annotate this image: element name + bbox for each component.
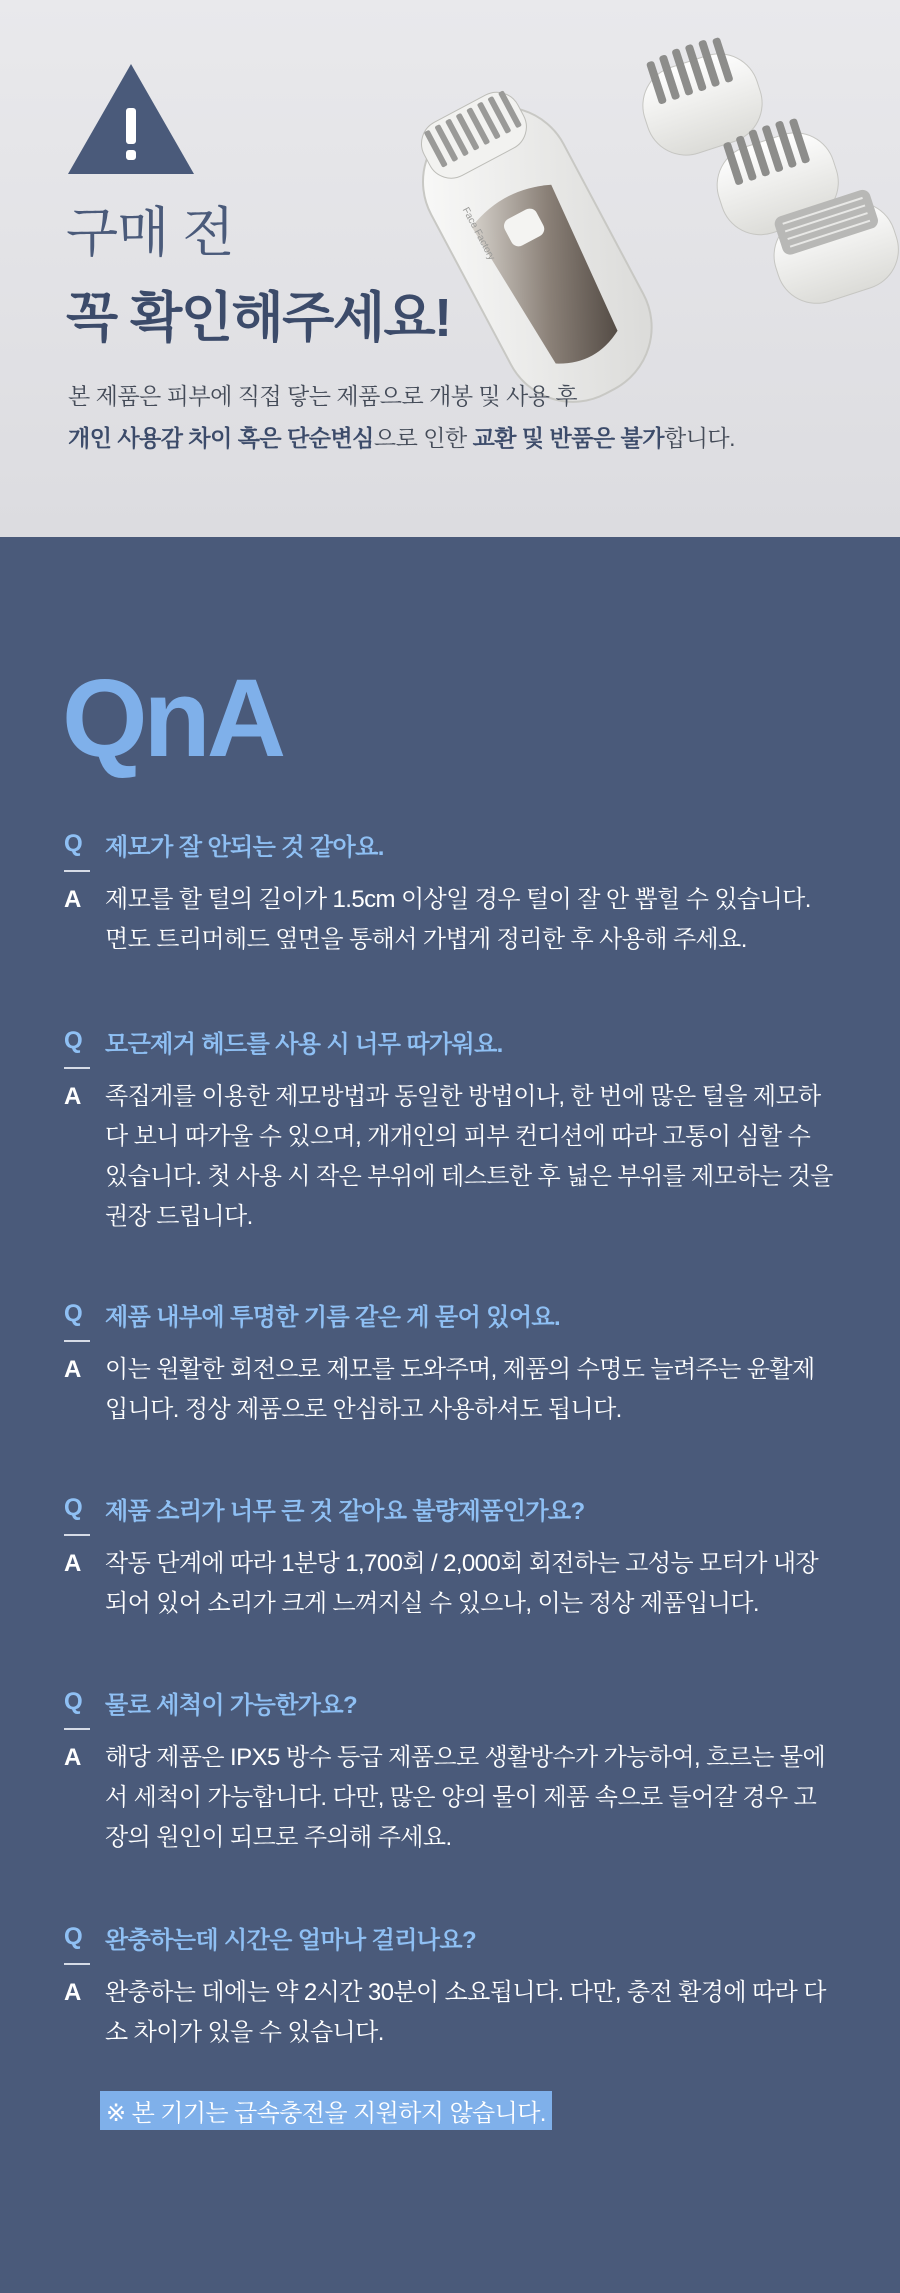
notice-text-2: 합니다. (663, 425, 736, 451)
qna-section (0, 537, 900, 2293)
question-text: 완충하는데 시간은 얼마나 걸리나요? (105, 1926, 477, 1954)
answer-row (64, 1973, 844, 2053)
qna-title: QnA (62, 657, 283, 780)
notice-emphasis-2: 교환 및 반품은 불가 (472, 425, 664, 451)
qna-item (64, 1915, 844, 2053)
question-text: 제품 소리가 너무 큰 것 같아요 불량제품인가요? (105, 1497, 585, 1525)
qna-item (64, 1680, 844, 1858)
answer-text: 족집게를 이용한 제모방법과 동일한 방법이나, 한 번에 많은 털을 제모하다 보니 따가울 수 있으며, 개개인의 피부 컨디션에 따라 고통이 심할 수 있습니다. 첫 사용 시 작은 부위에 테스트한 후 넓은 부위를 제모하는 것을 권장 드립니다. (105, 1083, 833, 1230)
question-text: 제모가 잘 안되는 것 같아요. (105, 833, 384, 861)
qa-divider (64, 1340, 90, 1342)
question-text: 물로 세척이 가능한가요? (105, 1691, 358, 1719)
a-mark: A (64, 886, 82, 913)
q-mark: Q (64, 830, 83, 857)
warning-triangle-icon (68, 64, 194, 174)
q-mark: Q (64, 1494, 83, 1521)
notice-title-line1: 구매 전 (66, 203, 234, 263)
a-mark: A (64, 1744, 82, 1771)
a-mark: A (64, 1550, 82, 1577)
answer-row (64, 1077, 844, 1237)
fast-charge-note: ※ 본 기기는 급속충전을 지원하지 않습니다. (100, 2091, 552, 2130)
answer-row (64, 1350, 844, 1430)
answer-text: 완충하는 데에는 약 2시간 30분이 소요됩니다. 다만, 충전 환경에 따라 다소 차이가 있을 수 있습니다. (105, 1979, 826, 2046)
question-row (64, 1680, 844, 1724)
epilator-product-image (410, 30, 900, 410)
qna-item (64, 822, 844, 960)
answer-row (64, 1738, 844, 1858)
qna-item (64, 1486, 844, 1624)
qa-divider (64, 1728, 90, 1730)
a-mark: A (64, 1356, 82, 1383)
a-mark: A (64, 1083, 82, 1110)
q-mark: Q (64, 1300, 83, 1327)
notice-title-line2: 꼭 확인해주세요! (66, 288, 451, 348)
answer-text: 작동 단계에 따라 1분당 1,700회 / 2,000회 회전하는 고성능 모터가 내장되어 있어 소리가 크게 느껴지실 수 있으나, 이는 정상 제품입니다. (105, 1550, 819, 1617)
qna-item (64, 1292, 844, 1430)
answer-row (64, 1544, 844, 1624)
notice-desc-line1: 본 제품은 피부에 직접 닿는 제품으로 개봉 및 사용 후 (68, 383, 578, 409)
qa-divider (64, 1534, 90, 1536)
qa-divider (64, 1963, 90, 1965)
question-row (64, 1915, 844, 1959)
question-text: 모근제거 헤드를 사용 시 너무 따가워요. (105, 1030, 503, 1058)
svg-text:Face Factory: Face Factory (459, 205, 497, 263)
question-row (64, 1292, 844, 1336)
notice-description (68, 375, 735, 459)
q-mark: Q (64, 1688, 83, 1715)
q-mark: Q (64, 1027, 83, 1054)
q-mark: Q (64, 1923, 83, 1950)
question-row (64, 822, 844, 866)
notice-desc-line2 (68, 417, 735, 459)
answer-text: 이는 원활한 회전으로 제모를 도와주며, 제품의 수명도 늘려주는 윤활제입니다. 정상 제품으로 안심하고 사용하셔도 됩니다. (105, 1356, 815, 1423)
answer-row (64, 880, 844, 960)
answer-text: 해당 제품은 IPX5 방수 등급 제품으로 생활방수가 가능하여, 흐르는 물에서 세척이 가능합니다. 다만, 많은 양의 물이 제품 속으로 들어갈 경우 고장의 원인이 되므로 주의해 주세요. (105, 1744, 826, 1851)
notice-emphasis-1: 개인 사용감 차이 혹은 단순변심 (68, 425, 374, 451)
a-mark: A (64, 1979, 82, 2006)
answer-text: 제모를 할 털의 길이가 1.5cm 이상일 경우 털이 잘 안 뽑힐 수 있습니다. 면도 트리머헤드 옆면을 통해서 가볍게 정리한 후 사용해 주세요. (105, 886, 811, 953)
notice-text-1: 으로 인한 (373, 425, 473, 451)
question-row (64, 1486, 844, 1530)
question-text: 제품 내부에 투명한 기름 같은 게 묻어 있어요. (105, 1303, 561, 1331)
notice-section (0, 0, 900, 537)
qa-divider (64, 1067, 90, 1069)
qa-divider (64, 870, 90, 872)
qna-item (64, 1019, 844, 1237)
question-row (64, 1019, 844, 1063)
